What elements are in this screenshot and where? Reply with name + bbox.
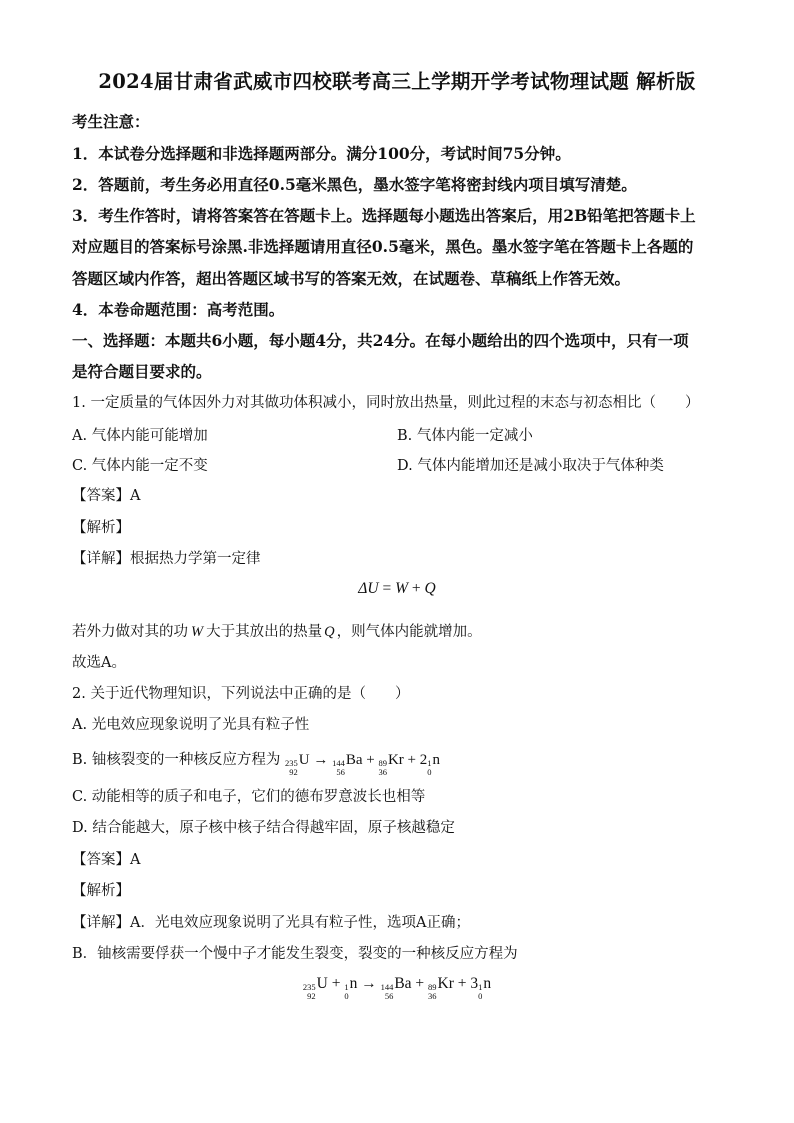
kr-atomic-number: 36 [428, 990, 437, 1001]
notice-3: 3．考生作答时，请将答案答在答题卡上。选择题每小题选出答案后，用2B铅笔把答题卡上 [72, 206, 696, 225]
q2-answer: 【答案】A [72, 852, 141, 868]
n-mass-number: 1 [427, 758, 432, 768]
q2-option-b-equation [284, 752, 441, 777]
q2-detail-a: 【详解】A．光电效应现象说明了光具有粒子性，选项A正确； [72, 915, 470, 931]
n-symbol: n [432, 752, 441, 768]
u-mass-number: 235 [302, 982, 316, 992]
section-heading-cont: 是符合题目要求的。 [72, 362, 212, 381]
u-symbol: U [298, 752, 310, 768]
section-heading: 一、选择题：本题共6小题，每小题4分，共24分。在每小题给出的四个选项中，只有一项 [72, 331, 689, 350]
document-title: 2024届甘肃省武威市四校联考高三上学期开学考试物理试题 解析版 [98, 70, 696, 93]
ba-symbol: Ba [345, 752, 363, 768]
kr-atomic-number: 36 [378, 766, 387, 777]
n-symbol: n [483, 975, 492, 992]
q1-stem: 1. 一定质量的气体因外力对其做功体积减小，同时放出热量，则此过程的末态与初态相比（ ） [72, 395, 700, 411]
q2-option-d: D. 结合能越大，原子核中核子结合得越牢固，原子核越稳定 [72, 820, 455, 836]
q1-answer: 【答案】A [72, 488, 141, 504]
q2-option-a: A. 光电效应现象说明了光具有粒子性 [72, 717, 310, 733]
u-atomic-number: 92 [307, 990, 316, 1001]
n-symbol: n [349, 975, 358, 992]
q1-equation [0, 580, 794, 598]
kr-mass-number: 89 [428, 982, 437, 992]
notice-2: 2．答题前，考生务必用直径0.5毫米黑色，墨水签字笔将密封线内项目填写清楚。 [72, 175, 637, 194]
eq-equals: = [378, 580, 396, 597]
q2-option-c: C. 动能相等的质子和电子，它们的德布罗意波长也相等 [72, 789, 426, 805]
q1-option-a: A. 气体内能可能增加 [72, 428, 208, 444]
q1-expl-w: W [191, 624, 204, 640]
ba-mass-number: 144 [380, 982, 394, 992]
kr-symbol: Kr [437, 975, 454, 992]
q2-detail-b: B．铀核需要俘获一个慢中子才能发生裂变，裂变的一种核反应方程为 [72, 946, 518, 962]
notice-1: 1．本试卷分选择题和非选择题两部分。满分100分，考试时间75分钟。 [72, 144, 571, 163]
u-mass-number: 235 [284, 758, 298, 768]
neutron-coefficient: 2 [419, 752, 428, 768]
eq-delta-u: ΔU [358, 580, 379, 597]
n-atomic-number: 0 [478, 990, 483, 1001]
ba-atomic-number: 56 [336, 766, 345, 777]
q1-expl-q: Q [324, 624, 335, 640]
q1-expl-part-1: 若外力做对其的功 [72, 624, 188, 640]
plus-sign: + [403, 752, 420, 768]
q2-option-b [72, 748, 440, 776]
plus-sign: + [411, 975, 429, 992]
q1-option-b: B. 气体内能一定减小 [397, 428, 533, 444]
kr-symbol: Kr [387, 752, 404, 768]
q2-fission-equation [0, 975, 794, 1000]
q1-expl-part-3: ，则气体内能就增加。 [336, 624, 482, 640]
q1-explanation [72, 620, 482, 641]
notice-4: 4．本卷命题范围：高考范围。 [72, 300, 285, 319]
n-atomic-number: 0 [344, 990, 349, 1001]
n-mass-number: 1 [478, 982, 483, 992]
q1-option-d: D. 气体内能增加还是减小取决于气体种类 [397, 458, 664, 474]
kr-mass-number: 89 [378, 758, 387, 768]
reaction-arrow: → [313, 752, 329, 768]
q1-option-c: C. 气体内能一定不变 [72, 458, 208, 474]
ba-symbol: Ba [394, 975, 412, 992]
q2-stem: 2. 关于近代物理知识，下列说法中正确的是（ ） [72, 686, 410, 702]
eq-plus: + [408, 580, 425, 597]
plus-sign: + [453, 975, 471, 992]
ba-atomic-number: 56 [384, 990, 394, 1001]
q1-conclusion: 故选A。 [72, 655, 126, 671]
notice-3-cont-2: 答题区域内作答，超出答题区域书写的答案无效，在试题卷、草稿纸上作答无效。 [72, 269, 631, 288]
plus-sign: + [327, 975, 345, 992]
q1-expl-part-2: 大于其放出的热量 [206, 624, 323, 640]
q2-analysis-label: 【解析】 [72, 883, 130, 899]
reaction-arrow: → [361, 975, 377, 992]
eq-w: W [395, 580, 408, 597]
n-mass-number: 1 [344, 982, 349, 992]
q1-detail: 【详解】根据热力学第一定律 [72, 551, 261, 567]
q1-analysis-label: 【解析】 [72, 520, 130, 536]
ba-mass-number: 144 [332, 758, 345, 768]
eq-q: Q [424, 580, 436, 597]
n-atomic-number: 0 [427, 766, 432, 777]
notice-heading: 考生注意： [72, 112, 150, 131]
neutron-coefficient: 3 [470, 975, 479, 992]
plus-sign: + [362, 752, 379, 768]
notice-3-cont-1: 对应题目的答案标号涂黑.非选择题请用直径0.5毫米，黑色。墨水签字笔在答题卡上各题的 [72, 237, 694, 256]
u-symbol: U [316, 975, 328, 992]
u-atomic-number: 92 [289, 766, 298, 777]
q2-option-b-text: B. 铀核裂变的一种核反应方程为 [72, 752, 281, 768]
